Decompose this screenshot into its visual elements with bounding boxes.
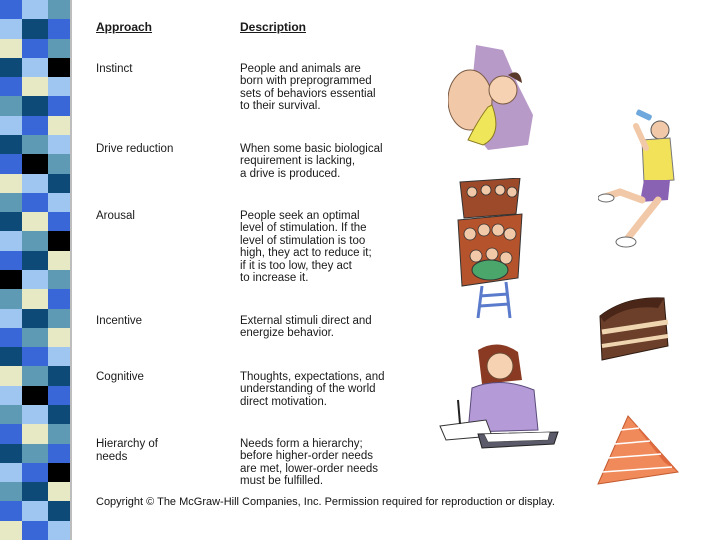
mosaic-tile xyxy=(22,135,48,155)
approach-drive-reduction: Drive reduction xyxy=(96,143,174,155)
mosaic-tile xyxy=(48,0,70,20)
mosaic-tile xyxy=(22,193,48,213)
mother-nursing-baby-illustration xyxy=(448,45,538,150)
mosaic-tile xyxy=(22,96,48,116)
mosaic-tile xyxy=(0,328,22,348)
mosaic-tile xyxy=(0,309,22,329)
mosaic-tile xyxy=(0,366,22,386)
chocolate-cake-slice-illustration xyxy=(596,294,670,364)
mosaic-tile xyxy=(22,270,48,290)
mosaic-tile xyxy=(22,251,48,271)
mosaic-tile xyxy=(48,212,70,232)
mosaic-tile xyxy=(48,193,70,213)
mosaic-tile xyxy=(48,270,70,290)
mosaic-tile xyxy=(48,386,70,406)
mosaic-tile xyxy=(48,309,70,329)
mosaic-tile xyxy=(22,231,48,251)
description-arousal: People seek an optimal level of stimulation. If the level of stimulation is too high, they act to reduce it; if it is too low, they act to increase it. xyxy=(240,210,372,285)
copyright-notice: Copyright © The McGraw-Hill Companies, Inc. Permission required for reproduction or display. xyxy=(96,496,555,508)
mosaic-tile xyxy=(0,135,22,155)
woman-studying-illustration xyxy=(438,340,560,452)
description-cognitive: Thoughts, expectations, and understanding of the world direct motivation. xyxy=(240,371,385,408)
description-drive-reduction: When some basic biological requirement is lacking, a drive is produced. xyxy=(240,143,383,180)
roller-coaster-riders-illustration xyxy=(456,178,526,320)
mosaic-tile xyxy=(0,39,22,59)
mosaic-tile xyxy=(22,347,48,367)
mosaic-tile xyxy=(0,521,22,540)
mosaic-tile xyxy=(0,347,22,367)
mosaic-tile xyxy=(22,501,48,521)
runner-drinking-water-illustration xyxy=(598,108,680,250)
mosaic-tile xyxy=(22,366,48,386)
mosaic-tile xyxy=(0,231,22,251)
mosaic-tile xyxy=(0,270,22,290)
description-instinct: People and animals are born with preprogrammed sets of behaviors essential to their survival. xyxy=(240,63,376,113)
mosaic-tile xyxy=(22,463,48,483)
mosaic-tile xyxy=(0,77,22,97)
mosaic-tile xyxy=(48,39,70,59)
mosaic-tile xyxy=(0,19,22,39)
mosaic-tile xyxy=(22,154,48,174)
mosaic-tile xyxy=(22,328,48,348)
mosaic-tile xyxy=(48,501,70,521)
mosaic-tile xyxy=(0,193,22,213)
mosaic-tile xyxy=(48,424,70,444)
mosaic-tile xyxy=(48,116,70,136)
mosaic-tile xyxy=(48,328,70,348)
mosaic-tile xyxy=(0,154,22,174)
mosaic-tile xyxy=(0,251,22,271)
mosaic-tile xyxy=(22,58,48,78)
approach-hierarchy-of-needs: Hierarchy of needs xyxy=(96,438,158,463)
mosaic-tile xyxy=(0,482,22,502)
mosaic-tile xyxy=(22,19,48,39)
mosaic-tile xyxy=(22,289,48,309)
approach-column-header: Approach xyxy=(96,20,153,34)
mosaic-tile xyxy=(0,96,22,116)
description-incentive: External stimuli direct and energize behavior. xyxy=(240,315,372,340)
mosaic-tile xyxy=(48,366,70,386)
mosaic-tile xyxy=(0,289,22,309)
mosaic-tile xyxy=(48,521,70,540)
mosaic-tile xyxy=(48,251,70,271)
approach-cognitive: Cognitive xyxy=(96,371,144,383)
mosaic-tile xyxy=(48,135,70,155)
mosaic-tile xyxy=(48,289,70,309)
mosaic-tile xyxy=(22,521,48,540)
mosaic-tile xyxy=(48,482,70,502)
mosaic-tile xyxy=(0,405,22,425)
mosaic-tile xyxy=(22,424,48,444)
mosaic-tile xyxy=(0,212,22,232)
mosaic-tile xyxy=(0,58,22,78)
mosaic-tile xyxy=(22,444,48,464)
pyramid-illustration xyxy=(594,412,680,488)
mosaic-tile xyxy=(48,154,70,174)
mosaic-tile xyxy=(22,77,48,97)
description-column-header: Description xyxy=(240,20,307,34)
mosaic-tile xyxy=(0,386,22,406)
mosaic-tile xyxy=(22,0,48,20)
mosaic-tile xyxy=(48,96,70,116)
mosaic-tile xyxy=(48,347,70,367)
approach-arousal: Arousal xyxy=(96,210,135,222)
mosaic-tile xyxy=(48,19,70,39)
mosaic-tile xyxy=(48,444,70,464)
approach-incentive: Incentive xyxy=(96,315,143,327)
mosaic-tile xyxy=(0,463,22,483)
mosaic-tile xyxy=(0,501,22,521)
approach-instinct: Instinct xyxy=(96,63,133,75)
mosaic-tile xyxy=(48,463,70,483)
mosaic-tile xyxy=(22,482,48,502)
mosaic-tile xyxy=(0,174,22,194)
mosaic-tile xyxy=(48,77,70,97)
decorative-mosaic-strip xyxy=(0,0,72,540)
mosaic-tile xyxy=(48,174,70,194)
mosaic-tile xyxy=(0,116,22,136)
mosaic-tile xyxy=(48,58,70,78)
mosaic-tile xyxy=(22,309,48,329)
mosaic-edge xyxy=(70,0,72,540)
mosaic-tile xyxy=(0,444,22,464)
mosaic-tile xyxy=(48,231,70,251)
mosaic-tile xyxy=(22,212,48,232)
mosaic-tile xyxy=(22,39,48,59)
mosaic-tile xyxy=(22,174,48,194)
mosaic-tile xyxy=(22,116,48,136)
mosaic-tile xyxy=(22,405,48,425)
mosaic-tile xyxy=(48,405,70,425)
mosaic-tile xyxy=(0,0,22,20)
description-hierarchy-of-needs: Needs form a hierarchy; before higher-order needs are met, lower-order needs must be fulfilled. xyxy=(240,438,379,488)
mosaic-tile xyxy=(0,424,22,444)
mosaic-tile xyxy=(22,386,48,406)
